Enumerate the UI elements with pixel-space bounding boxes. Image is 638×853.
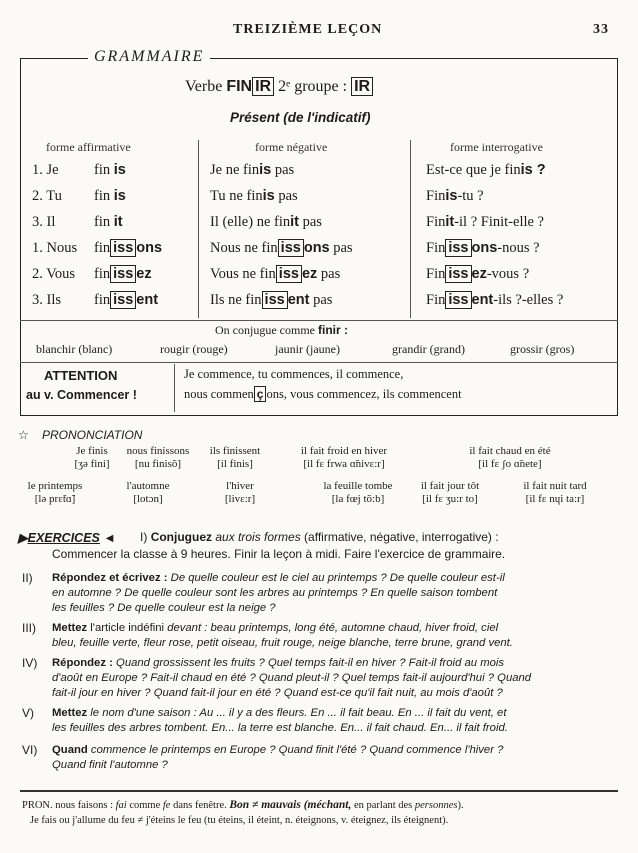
pron-word: nous finissons	[126, 445, 190, 457]
attention-divider	[174, 364, 175, 412]
row-negative: Je ne finis pas	[210, 162, 295, 178]
exercise-line: Répondez et écrivez : De quelle couleur est le ciel au printemps ? De quelle couleur est-il	[52, 572, 505, 584]
infix-box: iss	[278, 239, 304, 257]
attention-line-1: Je commence, tu commences, il commence,	[184, 367, 404, 381]
pron-word: la feuille tombe	[323, 480, 393, 492]
col-affirmative: forme affirmative	[46, 140, 131, 154]
pron-item	[510, 480, 600, 506]
exercise-number: II)	[22, 571, 33, 585]
infix-box: iss	[110, 239, 136, 257]
col-divider-2	[410, 140, 411, 318]
exercise-line: fait-il jour en hiver ? Quand fait-il jour en été ? Quand est-ce qu'il fait nuit, au mois d'août ?	[52, 687, 503, 699]
like-verb-item: grossir (gros)	[510, 342, 575, 356]
pron-ipa: [il finis]	[217, 458, 253, 470]
verb-group: 2ᵉ groupe :	[278, 78, 348, 95]
row-interrogative: Finis-tu ?	[426, 188, 484, 204]
divider-conj	[20, 320, 618, 321]
attention-line-2: nous commen ç ons, vous commencez, ils commencent	[184, 387, 462, 401]
row-affirmative	[32, 210, 123, 235]
infix-box: iss	[445, 291, 471, 309]
pronoun: 1. Nous	[32, 240, 78, 256]
ending: is	[259, 162, 272, 178]
pron-word: il fait nuit tard	[523, 480, 587, 492]
pron-item	[118, 445, 198, 471]
exercise-line: les feuilles ? De quelle couleur est la neige ?	[52, 602, 276, 614]
pron-ipa: [lotɔn]	[133, 493, 163, 505]
ending: ons	[471, 240, 498, 256]
pron-ipa: [il fɛ ʃo ɑ̃nete]	[478, 458, 542, 470]
ending: ez	[471, 266, 487, 282]
stem: fin	[94, 214, 111, 230]
pron-ipa: [ʒə fini]	[74, 458, 110, 470]
infix-box: iss	[445, 265, 471, 283]
ending: it	[290, 214, 299, 230]
pronoun: 2. Vous	[32, 266, 75, 282]
pron-item	[205, 445, 265, 471]
page-number: 33	[593, 22, 609, 37]
verb-group-box: IR	[351, 77, 373, 96]
cedilla-box: ç	[254, 386, 267, 402]
pron-ipa: [il fɛ ʒu:r to]	[422, 493, 478, 505]
footnote-line-2: Je fais ou j'allume du feu ≠ j'éteins le feu (tu éteins, il éteint, n. éteignons, v. éteignez, ils éteignent).	[30, 815, 449, 826]
triangle-icon: ▶	[18, 531, 28, 545]
conj-like-verb: finir :	[317, 323, 348, 337]
ending: ent	[136, 292, 159, 308]
infix-box: iss	[262, 291, 288, 309]
pron-word: l'automne	[126, 480, 170, 492]
row-interrogative: Finit-il ? Finit-elle ?	[426, 214, 544, 230]
infix-box: iss	[445, 239, 471, 257]
pron-item	[284, 445, 404, 471]
like-verb-item: rougir (rouge)	[160, 342, 228, 356]
exercise-line: Quand commence le printemps en Europe ? Quand finit l'été ? Quand commence l'hiver ?	[52, 744, 504, 756]
grammar-title: GRAMMAIRE	[88, 48, 210, 66]
row-affirmative	[32, 262, 152, 287]
pron-ipa: [la fœj tõ:b]	[331, 493, 385, 505]
pronoun: 3. Il	[32, 214, 56, 230]
exercise-line: Répondez : Quand grossissent les fruits ? Quel temps fait-il en hiver ? Fait-il froid au mois	[52, 657, 505, 669]
pron-ipa: [nu finisõ]	[134, 458, 182, 470]
exercise-line: bleu, feuille verte, fleur rose, petit oiseau, fruit rouge, neige blanche, terre brune, grand vent.	[52, 637, 513, 649]
ending: is	[445, 188, 458, 204]
row-negative: Nous ne fin iss ons pas	[210, 240, 353, 256]
tense-title: Présent (de l'indicatif)	[230, 110, 371, 125]
attention-sub: au v. Commencer !	[26, 388, 137, 402]
pron-word: il fait froid en hiver	[300, 445, 388, 457]
col-divider-1	[198, 140, 199, 318]
exercise-number: VI)	[22, 743, 38, 757]
row-negative: Ils ne fin iss ent pas	[210, 292, 333, 308]
pron-item	[62, 445, 122, 471]
row-affirmative	[32, 184, 126, 209]
pron-item	[410, 480, 490, 506]
ending: it	[445, 214, 455, 230]
stem: fin	[94, 292, 111, 308]
pronoun: 2. Tu	[32, 188, 62, 204]
verb-ending: IR	[252, 77, 274, 96]
row-negative: Tu ne finis pas	[210, 188, 298, 204]
exercise-line: Mettez le nom d'une saison : Au ... il y a des fleurs. En ... il fait beau. En ... il fait du vent, et	[52, 707, 507, 719]
infix-box: iss	[110, 291, 136, 309]
like-verb-item: grandir (grand)	[392, 342, 465, 356]
stem: fin	[94, 240, 111, 256]
divider-attention	[20, 362, 618, 363]
stem: fin	[94, 266, 111, 282]
stem: fin	[94, 162, 111, 178]
ending: is	[262, 188, 275, 204]
pron-item	[118, 480, 178, 506]
lesson-title: TREIZIÈME LEÇON	[233, 22, 383, 37]
exercise-number: IV)	[22, 656, 38, 670]
pron-ipa: [livɛ:r]	[224, 493, 256, 505]
pron-word: il fait chaud en été	[469, 445, 551, 457]
ending: ez	[136, 266, 152, 282]
pron-item	[450, 445, 570, 471]
verb-line	[185, 78, 373, 96]
pron-word: ils finissent	[209, 445, 261, 457]
pron-title: PRONONCIATION	[42, 428, 143, 442]
ending: ent	[287, 292, 310, 308]
stem: fin	[94, 188, 111, 204]
ending: ons	[136, 240, 163, 256]
verb-stem: FIN	[226, 78, 253, 95]
row-interrogative: Fin iss ez-vous ?	[426, 266, 530, 282]
row-interrogative: Est-ce que je finis ?	[426, 162, 546, 178]
col-negative: forme négative	[255, 140, 328, 154]
exercise-line: en automne ? De quelle couleur sont les arbres au printemps ? En quelle saison tombent	[52, 587, 498, 599]
exercise-line: Quand finit l'automne ?	[52, 759, 168, 771]
ending: ons	[303, 240, 330, 256]
pron-item	[210, 480, 270, 506]
star-icon: ☆	[18, 428, 29, 442]
pronoun: 1. Je	[32, 162, 59, 178]
exercise-number: V)	[22, 706, 34, 720]
row-interrogative: Fin iss ent-ils ?-elles ?	[426, 292, 564, 308]
ending: is ?	[520, 162, 546, 178]
exercise-line: les feuilles des arbres tombent. En... la terre est blanche. En... il fait chaud. En... il fait froid.	[52, 722, 508, 734]
pron-ipa: [lə prɛ̃tɑ̃]	[34, 493, 76, 505]
ending: is	[113, 188, 126, 204]
infix-box: iss	[276, 265, 302, 283]
verb-prefix: Verbe	[185, 78, 223, 95]
exercise-line: Mettez l'article indéfini devant : beau printemps, long été, automne chaud, hiver froid, ciel	[52, 622, 499, 634]
row-affirmative	[32, 236, 162, 261]
arrow-icon: ◄	[103, 531, 116, 545]
pron-word: l'hiver	[226, 480, 254, 492]
pron-word: le printemps	[27, 480, 83, 492]
exercises-title: ▶EXERCICES ◄	[18, 531, 116, 545]
row-affirmative	[32, 158, 126, 183]
pron-item	[20, 480, 90, 506]
footnote-divider	[20, 790, 618, 792]
row-negative: Vous ne fin iss ez pas	[210, 266, 341, 282]
pron-word: il fait jour tôt	[420, 480, 480, 492]
like-verb-item: blanchir (blanc)	[36, 342, 113, 356]
pron-word: Je finis	[76, 445, 108, 457]
ending: it	[113, 214, 123, 230]
exercise-line: d'août en Europe ? Fait-il chaud en été ? Quand pleut-il ? Quel temps fait-il aujourd'hui ? Quand	[52, 672, 532, 684]
ending: ent	[471, 292, 494, 308]
pron-ipa: [il fɛ nɥi ta:r]	[525, 493, 585, 505]
row-affirmative	[32, 288, 158, 313]
exercise-number: III)	[22, 621, 36, 635]
ending: is	[113, 162, 126, 178]
col-interrogative: forme interrogative	[450, 140, 543, 154]
ending: ez	[301, 266, 318, 282]
row-interrogative: Fin iss ons-nous ?	[426, 240, 540, 256]
exercise-1-line-2: Commencer la classe à 9 heures. Finir la leçon à midi. Faire l'exercice de grammaire.	[52, 547, 506, 561]
attention-label: ATTENTION	[44, 368, 118, 383]
row-negative: Il (elle) ne finit pas	[210, 214, 322, 230]
pronoun: 3. Ils	[32, 292, 61, 308]
pron-ipa: [il fɛ frwa ɑ̃nivɛ:r]	[303, 458, 385, 470]
like-verb-item: jaunir (jaune)	[275, 342, 340, 356]
footnote-line-1: PRON. nous faisons : fai comme fe dans fenêtre. Bon ≠ mauvais (méchant, en parlant des personnes).	[22, 799, 464, 811]
conj-like	[215, 323, 348, 338]
pron-item	[298, 480, 418, 506]
infix-box: iss	[110, 265, 136, 283]
exercise-1: I) Conjuguez aux trois formes (affirmative, négative, interrogative) :	[140, 530, 499, 544]
conj-like-prefix: On conjugue comme	[215, 323, 315, 337]
